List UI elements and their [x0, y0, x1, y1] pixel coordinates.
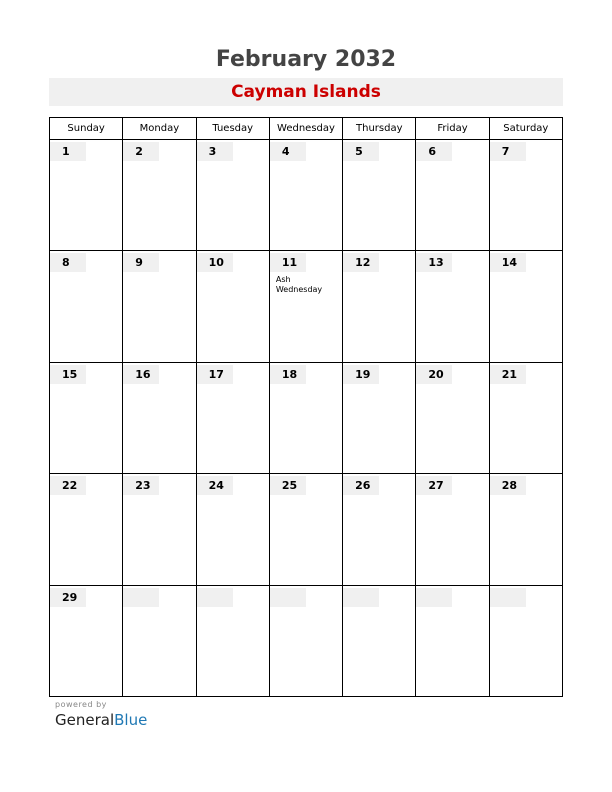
week-row [50, 251, 562, 362]
day-cell [489, 363, 562, 473]
day-cell [269, 363, 342, 473]
weekday-label: Tuesday [196, 118, 269, 139]
day-number [416, 588, 452, 607]
day-cell [269, 586, 342, 697]
brand-blue: Blue [114, 711, 148, 729]
day-cell [415, 140, 488, 250]
day-cell [196, 474, 269, 584]
day-cell [269, 474, 342, 584]
day-number: 3 [197, 142, 233, 161]
day-number: 4 [270, 142, 306, 161]
day-cell [415, 586, 488, 697]
day-cell [269, 251, 342, 361]
country-name: Cayman Islands [231, 82, 381, 102]
day-cell [342, 474, 415, 584]
day-cell [489, 251, 562, 361]
brand-general: General [55, 711, 115, 729]
day-number: 13 [416, 253, 452, 272]
weekday-label: Friday [415, 118, 488, 139]
day-cell [122, 251, 195, 361]
day-number: 10 [197, 253, 233, 272]
weekday-label: Sunday [67, 123, 105, 134]
week-row [50, 474, 562, 585]
day-number: 17 [197, 365, 233, 384]
day-number: 1 [50, 142, 86, 161]
holiday-label: Ash Wednesday [275, 275, 323, 295]
day-cell [122, 140, 195, 250]
day-cell [269, 140, 342, 250]
week-row [50, 140, 562, 251]
day-number: 20 [416, 365, 452, 384]
day-number [270, 588, 306, 607]
footer [55, 700, 147, 729]
day-cell [342, 363, 415, 473]
day-number: 12 [343, 253, 379, 272]
day-number: 5 [343, 142, 379, 161]
day-cell [489, 474, 562, 584]
powered-by-label: powered by [55, 700, 107, 709]
weekday-header [50, 118, 562, 140]
day-cell [50, 140, 122, 250]
day-number: 14 [490, 253, 526, 272]
weekday-label: Saturday [489, 118, 562, 139]
day-number [197, 588, 233, 607]
day-number: 25 [270, 476, 306, 495]
day-cell [342, 140, 415, 250]
day-cell [342, 586, 415, 697]
day-number: 15 [50, 365, 86, 384]
day-number: 29 [50, 588, 86, 607]
day-cell [50, 474, 122, 584]
day-cell [50, 586, 122, 697]
day-cell [196, 251, 269, 361]
day-number: 16 [123, 365, 159, 384]
day-number: 7 [490, 142, 526, 161]
calendar-grid [49, 117, 563, 697]
day-cell [122, 474, 195, 584]
page-title: February 2032 [215, 47, 397, 72]
day-number: 19 [343, 365, 379, 384]
day-number: 6 [416, 142, 452, 161]
day-number [123, 588, 159, 607]
day-cell [489, 586, 562, 697]
day-number [343, 588, 379, 607]
day-cell [196, 586, 269, 697]
day-cell [50, 363, 122, 473]
day-number: 11 [270, 253, 306, 272]
day-number: 18 [270, 365, 306, 384]
day-cell [50, 251, 122, 361]
weekday-label: Monday [122, 118, 195, 139]
generalblue-logo [55, 711, 147, 729]
day-number: 26 [343, 476, 379, 495]
day-cell [122, 363, 195, 473]
day-number: 28 [490, 476, 526, 495]
day-number: 8 [50, 253, 86, 272]
day-cell [122, 586, 195, 697]
day-number: 2 [123, 142, 159, 161]
day-number: 24 [197, 476, 233, 495]
week-row [50, 586, 562, 697]
day-number: 21 [490, 365, 526, 384]
day-number: 22 [50, 476, 86, 495]
day-number: 27 [416, 476, 452, 495]
day-number: 9 [123, 253, 159, 272]
day-cell [415, 474, 488, 584]
day-cell [489, 140, 562, 250]
week-row [50, 363, 562, 474]
day-cell [415, 251, 488, 361]
country-banner [49, 78, 563, 106]
day-cell [342, 251, 415, 361]
day-number [490, 588, 526, 607]
day-cell [196, 363, 269, 473]
weekday-label: Thursday [342, 118, 415, 139]
day-number: 23 [123, 476, 159, 495]
weekday-label: Wednesday [269, 118, 342, 139]
day-cell [196, 140, 269, 250]
day-cell [415, 363, 488, 473]
